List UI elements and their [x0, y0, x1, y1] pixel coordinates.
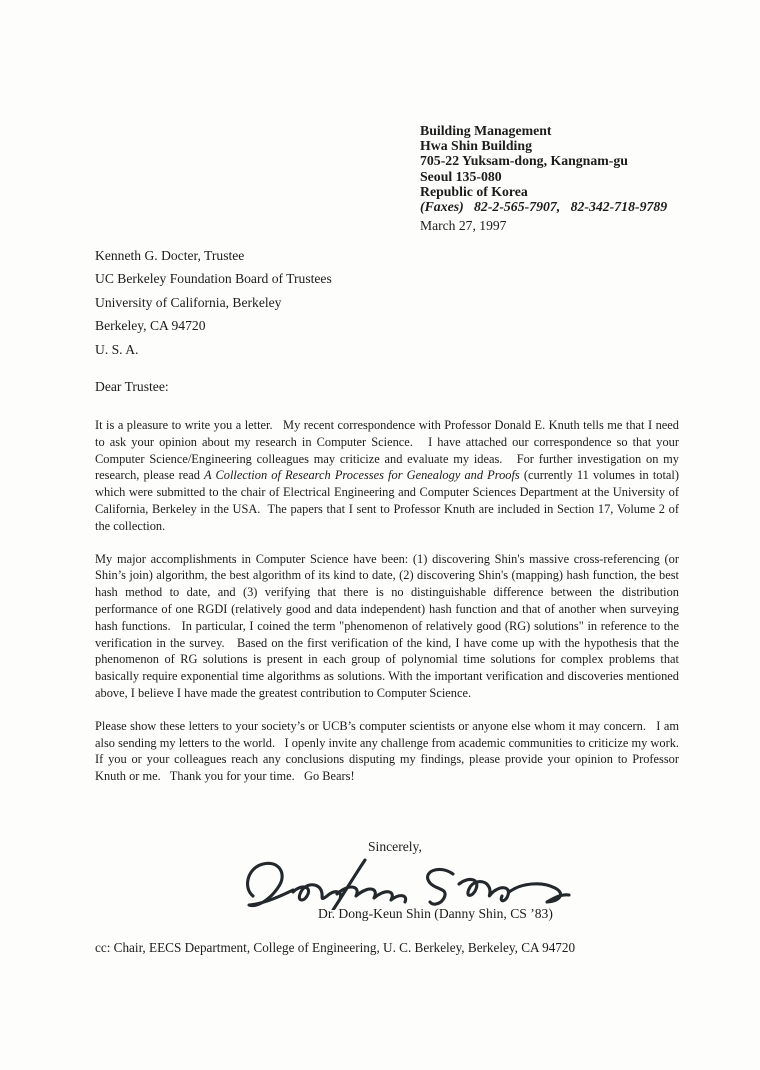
recipient-line: U. S. A.: [95, 341, 139, 357]
letter-date: March 27, 1997: [420, 218, 507, 233]
paragraph-1-text: It is a pleasure to write you a letter. My recent correspondence with Professor Donald E. Knuth tells me that I need to ask your opinion about my research in Computer Science. I have attached our correspondence so that your Computer Science/Engineering colleagues may criticize and evaluate my ideas. For further investigation on my research, please read: [95, 418, 683, 483]
recipient-address-block: [95, 244, 332, 361]
paragraph-1-text: (currently 11 volumes in total) which were submitted to the chair of Electrical Engineering and Computer Sciences Department at the University of California, Berkeley in the USA. The papers that I sent to Professor Knuth are included in Section 17, Volume 2 of the collection.: [95, 468, 683, 533]
paragraph-2: My major accomplishments in Computer Science have been: (1) discovering Shin's massive cross-referencing (or Shin’s join) algorithm, the best algorithm of its kind to date, (2) discovering Shin's (mapping) hash function, the best hash method to date, and (3) verifying that there is no distinguishable difference between the distribution performance of one RGDI (relatively good and data independent) hash function and that of another when surveying hash functions. In particular, I coined the term "phenomenon of relatively good (RG) solutions" in reference to the verification in the survey. Based on the first verification of the kind, I have come up with the hypothesis that the phenomenon of RG solutions is present in each group of polynomial time solutions for complex problems that basically require exponential time algorithms as solutions. With the important verification and discoveries mentioned above, I believe I have made the greatest contribution to Computer Science.: [95, 551, 683, 700]
book-title: A Collection of Research Processes for Genealogy and Proofs: [204, 468, 520, 483]
paragraph-3: Please show these letters to your society’s or UCB’s computer scientists or anyone else whom it may concern. I am also sending my letters to the world. I openly invite any challenge from academic communities to criticize my work. If you or your colleagues reach any conclusions disputing my findings, please provide your opinion to Professor Knuth or me. Thank you for your time. Go Bears!: [95, 718, 689, 784]
sender-line: Republic of Korea: [420, 183, 528, 199]
sender-line: Seoul 135-080: [420, 168, 502, 184]
letter-body: [95, 417, 689, 801]
recipient-line: University of California, Berkeley: [95, 294, 282, 310]
salutation: Dear Trustee:: [95, 379, 169, 394]
paragraph-1: [95, 417, 683, 535]
sender-line: 705-22 Yuksam-dong, Kangnam-gu: [420, 153, 628, 169]
recipient-line: Berkeley, CA 94720: [95, 318, 206, 334]
sender-address-block: [420, 123, 667, 214]
recipient-line: UC Berkeley Foundation Board of Trustees: [95, 271, 332, 287]
cc-line: cc: Chair, EECS Department, College of Engineering, U. C. Berkeley, Berkeley, CA 94720: [95, 940, 576, 955]
signature-svg: [237, 852, 572, 910]
fax-line: (Faxes) 82-2-565-7907, 82-342-718-9789: [420, 199, 668, 215]
sender-line: Hwa Shin Building: [420, 138, 532, 154]
sender-line: Building Management: [420, 123, 552, 138]
recipient-line: Kenneth G. Docter, Trustee: [95, 248, 245, 263]
closing: Sincerely,: [368, 839, 422, 854]
signature-image: [237, 852, 572, 910]
signer-name: Dr. Dong-Keun Shin (Danny Shin, CS ’83): [318, 906, 553, 921]
